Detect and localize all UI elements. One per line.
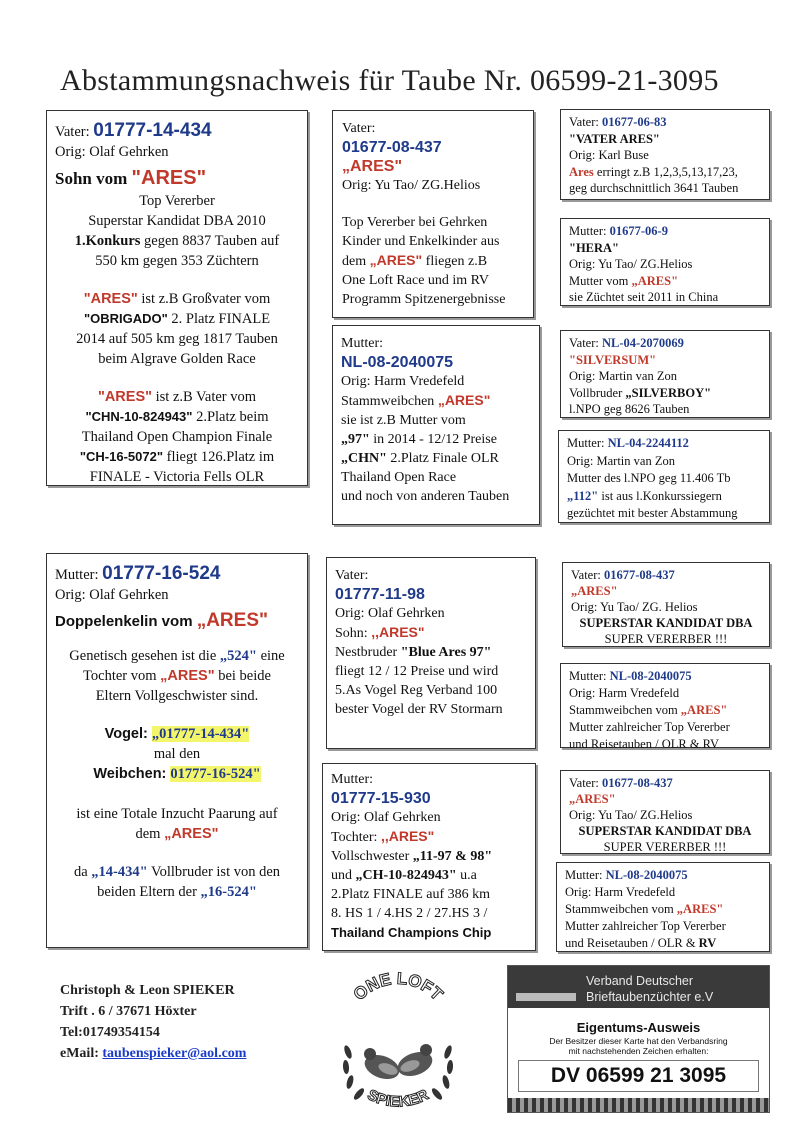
ggm-hera-box: Mutter: 01677-06-9 "HERA" Orig: Yu Tao/ ZG.Helios Mutter vom „ARES" sie Züchtet seit 2011 in China (560, 218, 770, 306)
page-title: Abstammungsnachweis für Taube Nr. 06599-21-3095 (60, 64, 719, 97)
ggf-number: 01677-06-83 (601, 115, 667, 129)
father-son-of: Sohn vom "ARES" (55, 167, 207, 189)
father-ch-line: "CH-16-5072" fliegt 126.Platz im (79, 449, 275, 465)
grandmother-maternal-box: Mutter: 01777-15-930 Orig: Olaf Gehrken Tochter: ,,ARES" Vollschwester „11-97 & 98" und „CH-10-824943" u.a 2.Platz FINALE auf 386 km 8. HS 1 / 4.HS 2 / 27.HS 3 / Thailand Champions Chip (322, 763, 536, 951)
gf-orig: Orig: Yu Tao/ ZG.Helios (342, 178, 481, 193)
mother-box: Mutter: 01777-16-524 Orig: Olaf Gehrken Doppelenkelin vom „ARES" Genetisch gesehen ist die „524" eine Tochter vom „ARES" bei beide Eltern Vollgeschwister sind. Vogel: „01777-14-434" mal den Weibchen: 01777-16-524" ist eine Totale Inzucht Paarung auf dem „ARES" da „14-434" Vollbruder ist von den beiden Eltern der „16-524" (46, 553, 308, 948)
vogel-line: Vogel: „01777-14-434" (104, 726, 250, 742)
father-konkurs: 1.Konkurs gegen 8837 Tauben auf (74, 233, 280, 249)
grandfather-maternal-box: Vater: 01777-11-98 Orig: Olaf Gehrken Sohn: ,,ARES" Nestbruder "Blue Ares 97" fliegt 12 / 12 Preise und wird 5.As Vogel Reg Verband 100 bester Vogel der RV Stormarn (326, 557, 536, 749)
card-header: Verband Deutscher Brieftaubenzüchter e.V (508, 966, 769, 1008)
gf-line: Programm Spitzenergebnisse (342, 292, 506, 307)
gf-line: dem „ARES" fliegen z.B (342, 252, 488, 269)
ring-number: DV 06599 21 3095 (518, 1060, 759, 1092)
father-obrigado-line: "OBRIGADO" 2. Platz FINALE (83, 311, 271, 327)
card-stripe (516, 993, 576, 1001)
father-line: beim Algrave Golden Race (98, 351, 256, 367)
gf-label: Vater: (342, 121, 376, 136)
father-number: 01777-14-434 (93, 120, 212, 141)
owner-name: Christoph & Leon SPIEKER (60, 983, 235, 998)
father-konkurs-2: 550 km gegen 353 Züchtern (95, 253, 259, 269)
ggf-name: "VATER ARES" (569, 131, 660, 146)
mother-double-granddaughter: Doppelenkelin vom „ARES" (55, 610, 268, 631)
card-subtitle: Der Besitzer dieser Karte hat den Verbandsring mit nachstehenden Zeichen erhalten: (549, 1036, 728, 1056)
ggf-ares-box-2: Vater: 01677-08-437 „ARES" Orig: Yu Tao/ ZG.Helios SUPERSTAR KANDIDAT DBA SUPER VERERBER !!! (560, 770, 770, 854)
svg-text:SPIEKER: SPIEKER (364, 1086, 432, 1111)
email-link[interactable]: taubenspieker@aol.com (102, 1046, 247, 1061)
ggm-stammweibchen-box-1: Mutter: NL-08-2040075 Orig: Harm Vredefeld Stammweibchen vom „ARES" Mutter zahlreicher Top Vererber und Reisetauben / OLR & RV (560, 663, 770, 748)
grandmother-paternal-box: Mutter: NL-08-2040075 Orig: Harm Vredefeld Stammweibchen „ARES" sie ist z.B Mutter vom „97" in 2014 - 12/12 Preise „CHN" 2.Platz Finale OLR Thailand Open Race und noch von anderen Tauben (332, 325, 540, 525)
father-header: Vater: 01777-14-434 (55, 120, 212, 141)
ggf-ares-box-1: Vater: 01677-08-437 „ARES" Orig: Yu Tao/ ZG. Helios SUPERSTAR KANDIDAT DBA SUPER VERERBER !!! (562, 562, 770, 647)
weibchen-line: Weibchen: 01777-16-524" (93, 766, 261, 782)
gf-line: Top Vererber bei Gehrken (342, 215, 488, 230)
owner-tel: Tel:01749354154 (60, 1025, 160, 1040)
father-chn-line: "CHN-10-824943" 2.Platz beim (85, 409, 269, 425)
father-line: FINALE - Victoria Fells OLR (89, 469, 265, 485)
mother-number: 01777-16-524 (102, 563, 221, 584)
gf-line: One Loft Race und im RV (342, 273, 490, 288)
father-line: Thailand Open Champion Finale (81, 429, 273, 445)
ggf-orig: Orig: Karl Buse (569, 148, 649, 162)
svg-text:ONE LOFT: ONE LOFT (349, 972, 447, 1005)
father-line: 2014 auf 505 km geg 1817 Tauben (76, 331, 278, 347)
ggm-number: 01677-06-9 (609, 224, 668, 238)
gf-name: „ARES" (342, 158, 403, 175)
pigeon-icon (361, 1044, 435, 1083)
card-border-pattern (508, 1098, 769, 1112)
gm-number: NL-08-2040075 (341, 354, 454, 371)
father-grandfather-line: "ARES" ist z.B Großvater vom (83, 291, 271, 307)
gf-line: Kinder und Enkelkinder aus (342, 234, 500, 249)
father-father-line: "ARES" ist z.B Vater vom (97, 389, 257, 405)
ggm-stammweibchen-box-2: Mutter: NL-08-2040075 Orig: Harm Vredefeld Stammweibchen vom „ARES" Mutter zahlreicher Top Vererber und Reisetauben / OLR & RV (556, 862, 770, 952)
owner-address: Christoph & Leon SPIEKER Trift . 6 / 37671 Höxter Tel:01749354154 eMail: taubenspieker@aol.com (60, 980, 246, 1064)
father-box (46, 110, 308, 486)
ggm-nl-box: Mutter: NL-04-2244112 Orig: Martin van Zon Mutter des l.NPO geg 11.406 Tb „112" ist aus l.Konkurssiegern gezüchtet mit bester Abstammung (558, 430, 770, 523)
ggf-silversum-box: Vater: NL-04-2070069 "SILVERSUM" Orig: Martin van Zon Vollbruder „SILVERBOY" l.NPO geg 8626 Tauben (560, 330, 770, 418)
owner-street: Trift . 6 / 37671 Höxter (60, 1004, 197, 1019)
one-loft-spieker-logo (330, 972, 466, 1122)
grandfather-paternal-box (332, 110, 534, 318)
ggf-vater-ares-box: Vater: 01677-06-83 "VATER ARES" Orig: Karl Buse Ares erringt z.B 1,2,3,5,13,17,23, geg durchschnittlich 3641 Tauben (560, 109, 770, 200)
card-title: Eigentums-Ausweis (576, 1020, 701, 1035)
ownership-card (507, 965, 770, 1113)
father-orig: Orig: Olaf Gehrken (55, 144, 169, 160)
father-line: Superstar Kandidat DBA 2010 (88, 213, 266, 229)
father-line: Top Vererber (139, 193, 215, 209)
ggm-name: "HERA" (569, 240, 619, 255)
gf-number: 01677-08-437 (342, 139, 442, 156)
